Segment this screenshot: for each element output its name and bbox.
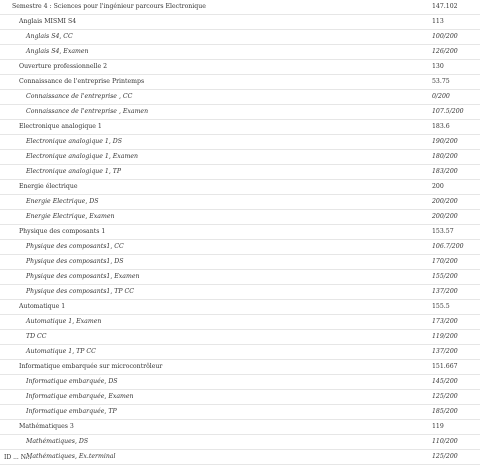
assessment-grade: 145/200 bbox=[432, 375, 480, 390]
assessment-name: Energie Electrique, Examen bbox=[0, 210, 432, 225]
assessment-name: Anglais S4, Examen bbox=[0, 45, 432, 60]
assessment-row bbox=[0, 90, 480, 105]
assessment-grade: 200/200 bbox=[432, 195, 480, 210]
assessment-row bbox=[0, 195, 480, 210]
course-name: Ouverture professionnelle 2 bbox=[0, 60, 432, 75]
assessment-name: Physique des composants1, TP CC bbox=[0, 285, 432, 300]
course-grade: 200 bbox=[432, 180, 480, 195]
assessment-name: Electronique analogique 1, TP bbox=[0, 165, 432, 180]
assessment-name: Automatique 1, TP CC bbox=[0, 345, 432, 360]
assessment-grade: 185/200 bbox=[432, 405, 480, 420]
assessment-grade: 173/200 bbox=[432, 315, 480, 330]
course-grade: 113 bbox=[432, 15, 480, 30]
assessment-row bbox=[0, 45, 480, 60]
assessment-grade: 125/200 bbox=[432, 390, 480, 405]
assessment-name: Physique des composants1, Examen bbox=[0, 270, 432, 285]
course-row bbox=[0, 300, 480, 315]
assessment-row bbox=[0, 450, 480, 465]
course-row bbox=[0, 75, 480, 90]
assessment-row bbox=[0, 135, 480, 150]
semester-row bbox=[0, 0, 480, 15]
course-grade: 119 bbox=[432, 420, 480, 435]
course-row bbox=[0, 225, 480, 240]
assessment-row bbox=[0, 105, 480, 120]
assessment-name: Automatique 1, Examen bbox=[0, 315, 432, 330]
course-grade: 151.667 bbox=[432, 360, 480, 375]
course-row bbox=[0, 360, 480, 375]
assessment-name: Informatique embarquée, Examen bbox=[0, 390, 432, 405]
course-name: Mathématiques 3 bbox=[0, 420, 432, 435]
assessment-grade: 100/200 bbox=[432, 30, 480, 45]
assessment-row bbox=[0, 150, 480, 165]
assessment-grade: 137/200 bbox=[432, 285, 480, 300]
course-grade: 153.57 bbox=[432, 225, 480, 240]
assessment-row bbox=[0, 285, 480, 300]
assessment-name: Mathématiques, Ex.terminal bbox=[0, 450, 432, 465]
assessment-grade: 183/200 bbox=[432, 165, 480, 180]
assessment-name: Electronique analogique 1, Examen bbox=[0, 150, 432, 165]
assessment-row bbox=[0, 165, 480, 180]
course-row bbox=[0, 420, 480, 435]
course-row bbox=[0, 180, 480, 195]
course-name: Anglais MISMI S4 bbox=[0, 15, 432, 30]
course-name: Electronique analogique 1 bbox=[0, 120, 432, 135]
assessment-name: TD CC bbox=[0, 330, 432, 345]
assessment-row bbox=[0, 210, 480, 225]
assessment-grade: 119/200 bbox=[432, 330, 480, 345]
footer-fragment: ID ... N... bbox=[4, 454, 32, 461]
assessment-name: Informatique embarquée, DS bbox=[0, 375, 432, 390]
assessment-name: Mathématiques, DS bbox=[0, 435, 432, 450]
assessment-row bbox=[0, 405, 480, 420]
course-row bbox=[0, 15, 480, 30]
assessment-grade: 180/200 bbox=[432, 150, 480, 165]
assessment-grade: 126/200 bbox=[432, 45, 480, 60]
assessment-grade: 137/200 bbox=[432, 345, 480, 360]
assessment-grade: 190/200 bbox=[432, 135, 480, 150]
assessment-row bbox=[0, 375, 480, 390]
assessment-grade: 125/200 bbox=[432, 450, 480, 465]
course-grade: 183.6 bbox=[432, 120, 480, 135]
course-row bbox=[0, 120, 480, 135]
course-name: Physique des composants 1 bbox=[0, 225, 432, 240]
course-grade: 53.75 bbox=[432, 75, 480, 90]
assessment-name: Informatique embarquée, TP bbox=[0, 405, 432, 420]
assessment-row bbox=[0, 330, 480, 345]
assessment-row bbox=[0, 255, 480, 270]
course-name: Automatique 1 bbox=[0, 300, 432, 315]
assessment-name: Energie Electrique, DS bbox=[0, 195, 432, 210]
assessment-grade: 170/200 bbox=[432, 255, 480, 270]
assessment-name: Connaissance de l'entreprise , Examen bbox=[0, 105, 432, 120]
assessment-row bbox=[0, 30, 480, 45]
course-name: Connaissance de l'entreprise Printemps bbox=[0, 75, 432, 90]
assessment-name: Physique des composants1, DS bbox=[0, 255, 432, 270]
assessment-grade: 106.7/200 bbox=[432, 240, 480, 255]
assessment-grade: 110/200 bbox=[432, 435, 480, 450]
semester-grade: 147.102 bbox=[432, 0, 480, 15]
semester-name: Semestre 4 : Sciences pour l'ingénieur parcours Electronique bbox=[0, 0, 432, 15]
assessment-name: Anglais S4, CC bbox=[0, 30, 432, 45]
assessment-row bbox=[0, 390, 480, 405]
assessment-grade: 155/200 bbox=[432, 270, 480, 285]
assessment-row bbox=[0, 270, 480, 285]
assessment-row bbox=[0, 315, 480, 330]
assessment-grade: 0/200 bbox=[432, 90, 480, 105]
assessment-row bbox=[0, 240, 480, 255]
assessment-row bbox=[0, 435, 480, 450]
course-name: Informatique embarquée sur microcontrôleur bbox=[0, 360, 432, 375]
course-grade: 130 bbox=[432, 60, 480, 75]
assessment-grade: 200/200 bbox=[432, 210, 480, 225]
assessment-name: Electronique analogique 1, DS bbox=[0, 135, 432, 150]
course-grade: 155.5 bbox=[432, 300, 480, 315]
assessment-name: Physique des composants1, CC bbox=[0, 240, 432, 255]
course-name: Energie électrique bbox=[0, 180, 432, 195]
assessment-grade: 107.5/200 bbox=[432, 105, 480, 120]
assessment-row bbox=[0, 345, 480, 360]
course-row bbox=[0, 60, 480, 75]
assessment-name: Connaissance de l'entreprise , CC bbox=[0, 90, 432, 105]
